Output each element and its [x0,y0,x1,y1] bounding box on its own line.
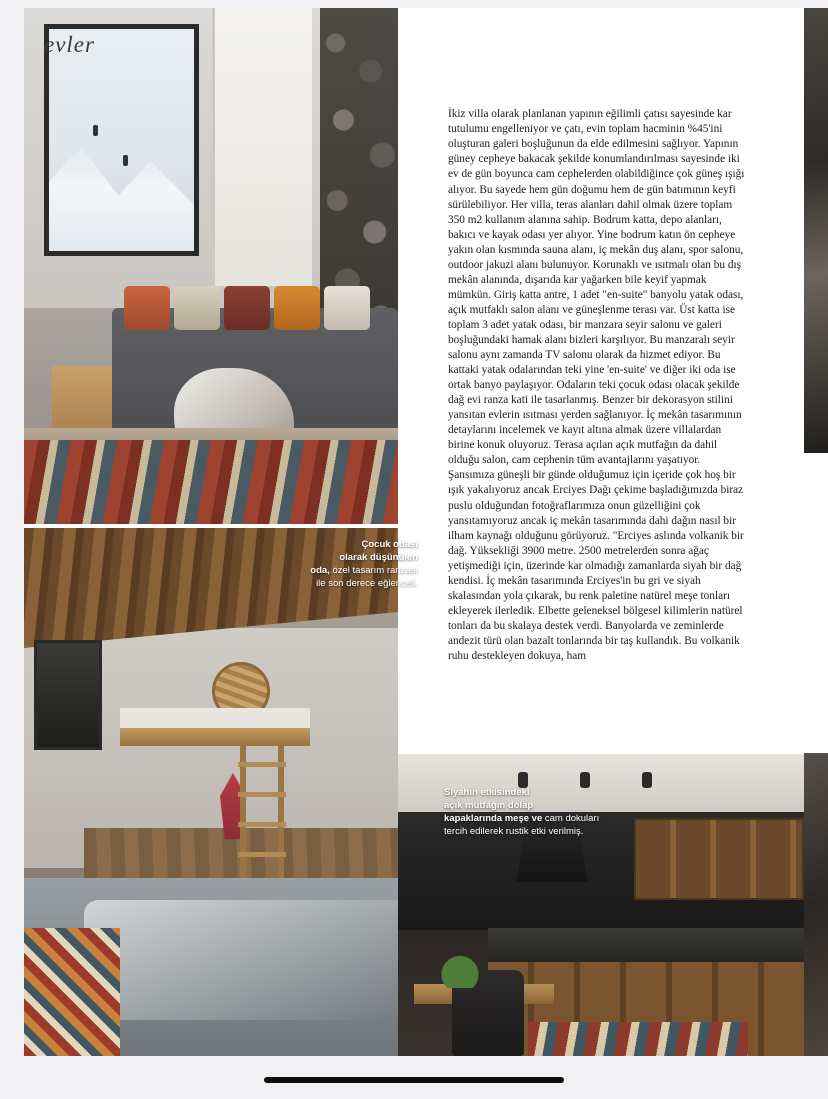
cushion [324,286,370,330]
caption-kitchen-bold-1: Siyahın etkisindeki [444,787,530,798]
upper-cabinets [634,818,804,900]
home-indicator[interactable] [264,1077,564,1083]
loft-bunk [120,708,310,728]
text-page [398,8,804,754]
cushion [224,286,270,330]
magazine-masthead: evler [44,32,95,57]
magazine-spread[interactable] [24,8,804,1056]
caption-kitchen-bold-2: açık mutfağın dolap [444,800,534,811]
photo-living-room [24,8,398,524]
caption-kids-bedroom [300,538,418,590]
living-room-window [212,8,312,286]
caption-kitchen [444,786,624,838]
caption-kids-rest: özel tasarım ranzası ile son derece eğlenceli. [316,565,418,589]
loft-beam [120,728,310,746]
bunk-ladder [238,746,286,886]
kilim-rug [24,440,398,524]
caption-kids-bold-2: olarak düşünülen [339,552,418,563]
cushion [274,286,320,330]
caption-kitchen-bold-3: kapaklarında meşe ve [444,813,543,824]
cushion [174,286,220,330]
cushion [124,286,170,330]
caption-kids-bold-1: Çocuk odası [361,539,418,550]
spotlight [642,772,652,788]
photo-kids-bedroom [24,528,398,1056]
duvet [84,900,398,1020]
article-body: İkiz villa olarak planlanan yapının eğilimli çatısı sayesinde kar tutulumu engelleniyor ve çatı, evin toplam hacminin %45'ini oluşturan galeri boşluğunun da elde edilmesini sağlıyor. Yapının güney cepheye bakacak şekilde konumlandırılması sayesinde iki ev de gün boyunca cam cephelerden olabildiğince çok güneş ışığı alıyor. Bu sayede hem gün doğumu hem de gün batımının keyfi sürülebiliyor. Her villa, teras alanları dahil olmak üzere toplam 350 m2 kullanım alanına sahip. Bodrum katta, depo alanları, bakıcı ve kayak odası yer alıyor. Yine bodrum katın ön cepheye yakın olan kısmında sauna alanı, iç mekân duş alanı, spor salonu, outdoor jakuzi alanı bulunuyor. Korunaklı ve ısıtmalı olan bu dış mekân alanında, dışarıda kar yağarken bile keyif yapmak mümkün. Giriş katta antre, 1 adet "en-suite" banyolu yatak odası, açık mutfaklı salon alanı ve güneşlenme terası var. Üst katta ise toplam 3 adet yatak odası, bir manzara seyir salonu ve galeri boşluğundaki hamak alanı bizleri karşılıyor. Bu manzaralı seyir salonu aynı zamanda TV salonu olarak da hizmet ediyor. Bu kattaki yatak odalarından teki yine 'en-suite' ve diğer iki oda ise ortak banyo paylaşıyor. Odaların teki çocuk odası olacak şekilde dağ evi ranza kati ile tasarlanmış. Benzer bir dekorasyon stilini yansıtan evlerin ısıtması yerden sağlanıyor. İç mekân tasarımının detaylarını incelemek ve kayıt altına almak üzere villalardan birine konuk oluyoruz. Terasa açılan açık mutfağın da dahil olduğu salon, cam cephenin tüm avantajlarını yaşatıyor. Şansımıza güneşli bir günde olduğumuz için içeride çok hoş bir ışık yakalıyoruz ancak Erciyes Dağı çekime başladığımızda biraz puslu olduğundan fotoğraflarımıza onun güzelliğini çok yansıtamıyoruz ancak iç mekân tasarımında dahi dağın nasıl bir ilham kaynağı olduğunu görüyoruz. "Erciyes aslında volkanik bir dağ. Yüksekliği 3900 metre. 2500 metrelerden sonra ağaç yetişmediği için, üzerinde kar olmadığı zamanlarda siyah bir dağ kendisi. İç mekân tasarımında Erciyes'in bu gri ve siyah skalasından yola çıkarak, bu renk paletine natürel meşe tonları ekleyerek ilerledik. Elbette geleneksel bölgesel kilimlerin natürel tonları da bu skalaya destek verdi. Banyolarda ve zeminlerde andezit türü olan bazalt tonlarında bir taş kullandık. Bu volkanik ruhu destekleyen dokuya, ham [448,108,745,662]
framed-ski-artwork [44,24,199,256]
framed-artwork [34,640,102,750]
kitchen-rug [528,1022,748,1056]
potted-plant [438,954,482,988]
kilim-cushions [24,928,120,1056]
caption-kids-bold-3: oda, [310,565,330,576]
caption-kitchen-rest: cam dokuları tercih edilerek rustik etki verilmiş. [444,813,600,837]
